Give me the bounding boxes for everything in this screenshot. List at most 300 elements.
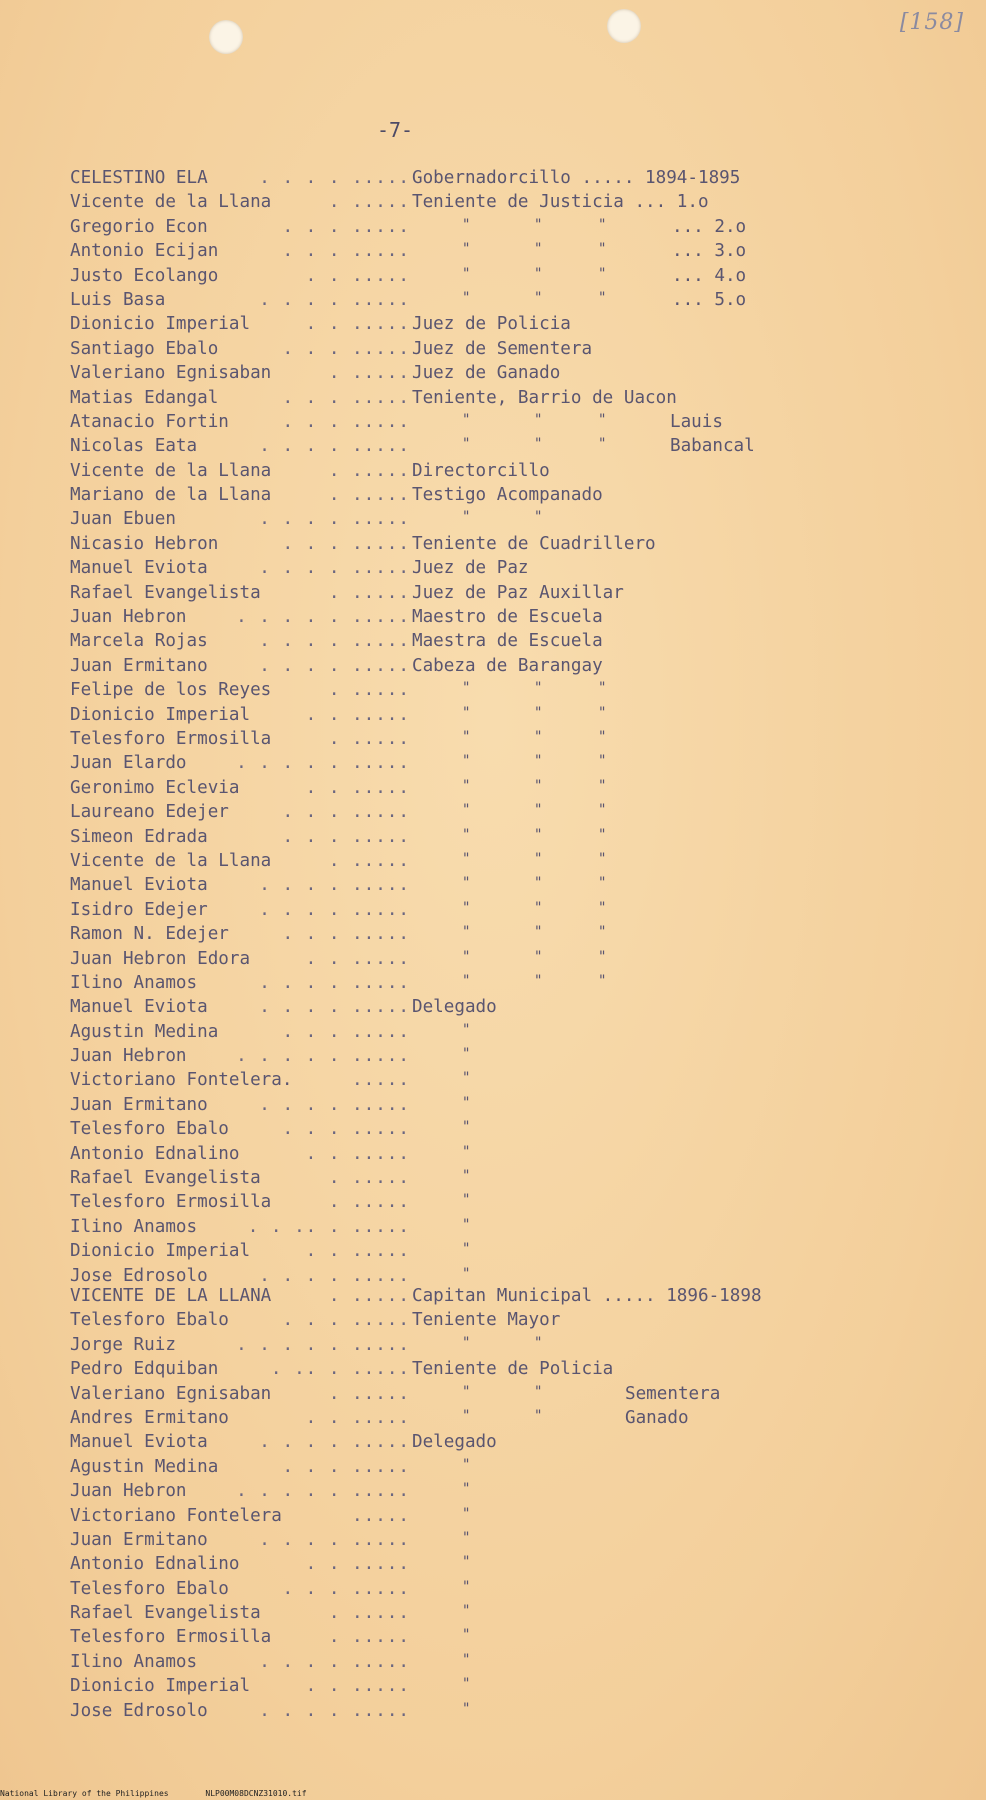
official-row bbox=[70, 1430, 930, 1454]
ditto-mark: " bbox=[598, 265, 607, 282]
ditto-mark: " bbox=[534, 826, 543, 843]
leader-dots: . ..... bbox=[328, 728, 410, 749]
leader-dots: . . . . . ..... bbox=[236, 1481, 410, 1502]
leader-dots: . . . ..... bbox=[282, 533, 410, 554]
ditto-mark: " bbox=[462, 948, 471, 965]
official-row bbox=[70, 1504, 930, 1528]
leader-dots: . . . ..... bbox=[282, 924, 410, 945]
official-row bbox=[70, 751, 930, 775]
ditto-mark: " bbox=[462, 899, 471, 916]
leader-dots: . . . ..... bbox=[282, 241, 410, 262]
leader-dots: . . . . ..... bbox=[259, 655, 410, 676]
official-row bbox=[70, 654, 930, 678]
official-row bbox=[70, 1528, 930, 1552]
official-name: Mariano de la Llana bbox=[70, 485, 272, 506]
official-post: Teniente, Barrio de Uacon bbox=[412, 387, 677, 408]
ditto-mark: " bbox=[598, 802, 607, 819]
ditto-mark: " bbox=[598, 728, 607, 745]
official-name: Manuel Eviota bbox=[70, 875, 208, 896]
ditto-mark: " bbox=[462, 1070, 471, 1087]
leader-dots: . . ..... bbox=[305, 704, 410, 725]
official-row bbox=[70, 873, 930, 897]
leader-dots: . . . . ..... bbox=[259, 1094, 410, 1115]
official-row bbox=[70, 825, 930, 849]
leader-dots: . . . . ..... bbox=[259, 558, 410, 579]
official-name: Telesforo Ermosilla bbox=[70, 1192, 272, 1213]
ditto-mark: " bbox=[534, 972, 543, 989]
official-name: Dionicio Imperial bbox=[70, 1676, 251, 1697]
ditto-mark: " bbox=[462, 216, 471, 233]
leader-dots: . ..... bbox=[328, 1168, 410, 1189]
official-name: Telesforo Ebalo bbox=[70, 1119, 229, 1140]
official-row bbox=[70, 1044, 930, 1068]
ditto-mark: " bbox=[462, 1265, 471, 1282]
post-detail: Lauis bbox=[670, 411, 723, 432]
leader-dots: ..... bbox=[352, 1505, 410, 1526]
official-row bbox=[70, 1166, 930, 1190]
official-row bbox=[70, 1239, 930, 1263]
official-post: Maestro de Escuela bbox=[412, 607, 603, 628]
ditto-mark: " bbox=[534, 265, 543, 282]
official-name: Jose Edrosolo bbox=[70, 1700, 208, 1721]
official-row bbox=[70, 312, 930, 336]
official-name: Manuel Eviota bbox=[70, 997, 208, 1018]
ditto-mark: " bbox=[462, 1216, 471, 1233]
official-post: Gobernadorcillo ..... 1894-1895 bbox=[412, 168, 741, 188]
ditto-mark: " bbox=[598, 704, 607, 721]
official-name: Rafael Evangelista bbox=[70, 1603, 261, 1624]
official-name: Telesforo Ebalo bbox=[70, 1578, 229, 1599]
official-name: Telesforo Ebalo bbox=[70, 1310, 229, 1331]
official-row bbox=[70, 1333, 930, 1357]
ditto-mark: " bbox=[598, 948, 607, 965]
official-name: Santiago Ebalo bbox=[70, 338, 219, 359]
ditto-mark: " bbox=[534, 728, 543, 745]
official-row bbox=[70, 264, 930, 288]
ditto-mark: " bbox=[462, 411, 471, 428]
leader-dots: . . .. . ..... bbox=[247, 1216, 410, 1237]
leader-dots: . ..... bbox=[328, 1627, 410, 1648]
official-row bbox=[70, 1357, 930, 1381]
ditto-mark: " bbox=[462, 777, 471, 794]
official-row bbox=[70, 507, 930, 531]
official-name: Ilino Anamos bbox=[70, 1651, 198, 1672]
ditto-mark: " bbox=[462, 1241, 471, 1258]
ditto-mark: " bbox=[598, 241, 607, 258]
official-name: Matias Edangal bbox=[70, 387, 219, 408]
official-name: Vicente de la Llana bbox=[70, 192, 272, 213]
official-name: Juan Hebron bbox=[70, 607, 187, 628]
leader-dots: . . . . ..... bbox=[259, 997, 410, 1018]
ditto-mark: " bbox=[598, 216, 607, 233]
leader-dots: . . . ..... bbox=[282, 1578, 410, 1599]
leader-dots: . . . . ..... bbox=[259, 289, 410, 310]
ditto-mark: " bbox=[462, 826, 471, 843]
official-name: Justo Ecolango bbox=[70, 265, 219, 286]
official-name: Valeriano Egnisaban bbox=[70, 363, 272, 384]
leader-dots: . . ..... bbox=[305, 948, 410, 969]
leader-dots: . . . . . ..... bbox=[236, 1046, 410, 1067]
leader-dots: . . . ..... bbox=[282, 1456, 410, 1477]
official-name: Rafael Evangelista bbox=[70, 1168, 261, 1189]
leader-dots: . . ..... bbox=[305, 314, 410, 335]
official-row bbox=[70, 1699, 930, 1723]
ditto-mark: " bbox=[534, 850, 543, 867]
official-row bbox=[70, 922, 930, 946]
corner-page-note: [158] bbox=[899, 10, 964, 35]
post-detail: Ganado bbox=[625, 1407, 689, 1428]
official-row bbox=[70, 1117, 930, 1141]
official-row bbox=[70, 1455, 930, 1479]
official-name: CELESTINO ELA bbox=[70, 168, 208, 188]
official-row bbox=[70, 629, 930, 653]
leader-dots: . . ..... bbox=[305, 1143, 410, 1164]
leader-dots: . . . . ..... bbox=[259, 972, 410, 993]
official-row bbox=[70, 1308, 930, 1332]
official-row bbox=[70, 288, 930, 312]
post-detail: ... 5.o bbox=[672, 289, 747, 310]
official-row bbox=[70, 1215, 930, 1239]
ditto-mark: " bbox=[462, 1094, 471, 1111]
ditto-mark: " bbox=[462, 241, 471, 258]
official-name: Telesforo Ermosilla bbox=[70, 1627, 272, 1648]
official-name: Juan Hebron bbox=[70, 1046, 187, 1067]
ditto-mark: " bbox=[598, 899, 607, 916]
official-name: Pedro Edquiban bbox=[70, 1359, 219, 1380]
official-row bbox=[70, 1068, 930, 1092]
ditto-mark: " bbox=[462, 436, 471, 453]
official-row bbox=[70, 190, 930, 214]
official-row bbox=[70, 1479, 930, 1503]
ditto-mark: " bbox=[462, 1192, 471, 1209]
leader-dots: . ..... bbox=[328, 460, 410, 481]
official-row bbox=[70, 1577, 930, 1601]
ditto-mark: " bbox=[462, 265, 471, 282]
ditto-mark: " bbox=[462, 1021, 471, 1038]
ditto-mark: " bbox=[462, 1651, 471, 1668]
ditto-mark: " bbox=[462, 509, 471, 526]
official-row bbox=[70, 215, 930, 239]
ditto-mark: " bbox=[462, 1627, 471, 1644]
official-name: Vicente de la Llana bbox=[70, 850, 272, 871]
ditto-mark: " bbox=[598, 972, 607, 989]
ditto-mark: " bbox=[462, 1119, 471, 1136]
ditto-mark: " bbox=[534, 777, 543, 794]
official-row bbox=[70, 386, 930, 410]
official-post: Juez de Sementera bbox=[412, 338, 593, 359]
official-name: Victoriano Fontelera bbox=[70, 1505, 282, 1526]
official-row bbox=[70, 1284, 930, 1308]
official-name: Antonio Ecijan bbox=[70, 241, 219, 262]
leader-dots: . . . . ..... bbox=[259, 1432, 410, 1453]
leader-dots: . . . ..... bbox=[282, 1310, 410, 1331]
ditto-mark: " bbox=[462, 1676, 471, 1693]
leader-dots: . . . ..... bbox=[282, 802, 410, 823]
official-name: Nicasio Hebron bbox=[70, 533, 219, 554]
official-post: Capitan Municipal ..... 1896-1898 bbox=[412, 1286, 762, 1306]
ditto-mark: " bbox=[534, 753, 543, 770]
official-name: Dionicio Imperial bbox=[70, 704, 251, 725]
official-name: Dionicio Imperial bbox=[70, 314, 251, 335]
official-name: Atanacio Fortin bbox=[70, 411, 229, 432]
official-name: Victoriano Fontelera. bbox=[70, 1070, 293, 1091]
official-row bbox=[70, 1190, 930, 1214]
official-name: Juan Ermitano bbox=[70, 1529, 208, 1550]
official-row bbox=[70, 605, 930, 629]
ditto-mark: " bbox=[534, 436, 543, 453]
official-post: Juez de Policia bbox=[412, 314, 571, 335]
punch-hole-left bbox=[209, 20, 243, 54]
leader-dots: . .. . ..... bbox=[270, 1359, 410, 1380]
official-row bbox=[70, 971, 930, 995]
official-name: Jorge Ruiz bbox=[70, 1334, 176, 1355]
footer-filename: NLP00M08DCNZ31010.tif bbox=[205, 1789, 307, 1798]
ditto-mark: " bbox=[462, 802, 471, 819]
official-row bbox=[70, 361, 930, 385]
ditto-mark: " bbox=[534, 1334, 543, 1351]
official-row bbox=[70, 1093, 930, 1117]
ditto-mark: " bbox=[462, 728, 471, 745]
leader-dots: . . . . ..... bbox=[259, 168, 410, 188]
leader-dots: . . . ..... bbox=[282, 387, 410, 408]
ditto-mark: " bbox=[462, 1383, 471, 1400]
official-name: Jose Edrosolo bbox=[70, 1265, 208, 1286]
leader-dots: . . ..... bbox=[305, 1676, 410, 1697]
official-row bbox=[70, 947, 930, 971]
official-post: Teniente Mayor bbox=[412, 1310, 561, 1331]
official-row bbox=[70, 1142, 930, 1166]
official-post: Teniente de Cuadrillero bbox=[412, 533, 656, 554]
leader-dots: . . . . ..... bbox=[259, 1700, 410, 1721]
official-row bbox=[70, 556, 930, 580]
ditto-mark: " bbox=[598, 826, 607, 843]
official-name: Juan Ebuen bbox=[70, 509, 176, 530]
official-name: Simeon Edrada bbox=[70, 826, 208, 847]
official-post: Juez de Ganado bbox=[412, 363, 561, 384]
official-name: Dionicio Imperial bbox=[70, 1241, 251, 1262]
official-name: Nicolas Eata bbox=[70, 436, 198, 457]
official-name: Juan Ermitano bbox=[70, 655, 208, 676]
ditto-mark: " bbox=[598, 436, 607, 453]
post-detail: ... 2.o bbox=[672, 216, 747, 237]
official-post: Testigo Acompanado bbox=[412, 485, 603, 506]
ditto-mark: " bbox=[534, 241, 543, 258]
ditto-mark: " bbox=[462, 1481, 471, 1498]
official-name: Antonio Ednalino bbox=[70, 1554, 240, 1575]
ditto-mark: " bbox=[598, 680, 607, 697]
official-name: Juan Elardo bbox=[70, 753, 187, 774]
ditto-mark: " bbox=[462, 972, 471, 989]
official-name: Luis Basa bbox=[70, 289, 166, 310]
official-row bbox=[70, 1382, 930, 1406]
ditto-mark: " bbox=[462, 753, 471, 770]
ditto-mark: " bbox=[598, 924, 607, 941]
footer-library: National Library of the Philippines bbox=[0, 1789, 169, 1798]
official-name: Agustin Medina bbox=[70, 1456, 219, 1477]
ditto-mark: " bbox=[534, 411, 543, 428]
official-name: Agustin Medina bbox=[70, 1021, 219, 1042]
official-name: Andres Ermitano bbox=[70, 1407, 229, 1428]
leader-dots: . ..... bbox=[328, 850, 410, 871]
official-row bbox=[70, 1601, 930, 1625]
ditto-mark: " bbox=[462, 1407, 471, 1424]
officials-list-1896 bbox=[70, 1284, 930, 1723]
official-name: Felipe de los Reyes bbox=[70, 680, 272, 701]
leader-dots: . . . . ..... bbox=[259, 509, 410, 530]
ditto-mark: " bbox=[534, 1407, 543, 1424]
leader-dots: . . . . ..... bbox=[259, 899, 410, 920]
leader-dots: . . ..... bbox=[305, 777, 410, 798]
official-row bbox=[70, 776, 930, 800]
leader-dots: . . . ..... bbox=[282, 826, 410, 847]
official-name: Rafael Evangelista bbox=[70, 582, 261, 603]
ditto-mark: " bbox=[534, 289, 543, 306]
leader-dots: . ..... bbox=[328, 680, 410, 701]
official-row bbox=[70, 703, 930, 727]
punch-hole-right bbox=[607, 9, 641, 43]
official-row bbox=[70, 532, 930, 556]
leader-dots: . ..... bbox=[328, 192, 410, 213]
official-post: Teniente de Justicia ... 1.o bbox=[412, 192, 709, 213]
official-row bbox=[70, 1650, 930, 1674]
ditto-mark: " bbox=[462, 1334, 471, 1351]
official-name: Juan Hebron Edora bbox=[70, 948, 251, 969]
leader-dots: . . . . . ..... bbox=[236, 607, 410, 628]
official-name: Ilino Anamos bbox=[70, 1216, 198, 1237]
ditto-mark: " bbox=[462, 680, 471, 697]
ditto-mark: " bbox=[534, 216, 543, 233]
ditto-mark: " bbox=[534, 924, 543, 941]
post-detail: Sementera bbox=[625, 1383, 721, 1404]
ditto-mark: " bbox=[598, 289, 607, 306]
ditto-mark: " bbox=[534, 704, 543, 721]
official-name: Vicente de la Llana bbox=[70, 460, 272, 481]
ditto-mark: " bbox=[462, 1554, 471, 1571]
ditto-mark: " bbox=[462, 1168, 471, 1185]
official-post: Teniente de Policia bbox=[412, 1359, 614, 1380]
ditto-mark: " bbox=[534, 680, 543, 697]
leader-dots: . . ..... bbox=[305, 265, 410, 286]
official-row bbox=[70, 727, 930, 751]
archive-footer bbox=[0, 1789, 339, 1798]
leader-dots: . . . . ..... bbox=[259, 631, 410, 652]
ditto-mark: " bbox=[598, 753, 607, 770]
ditto-mark: " bbox=[462, 1456, 471, 1473]
leader-dots: . . . ..... bbox=[282, 1119, 410, 1140]
official-post: Juez de Paz Auxillar bbox=[412, 582, 624, 603]
official-name: Marcela Rojas bbox=[70, 631, 208, 652]
ditto-mark: " bbox=[598, 777, 607, 794]
leader-dots: . ..... bbox=[328, 1383, 410, 1404]
ditto-mark: " bbox=[462, 1505, 471, 1522]
ditto-mark: " bbox=[534, 948, 543, 965]
ditto-mark: " bbox=[462, 875, 471, 892]
official-post: Cabeza de Barangay bbox=[412, 655, 603, 676]
ditto-mark: " bbox=[462, 1143, 471, 1160]
ditto-mark: " bbox=[598, 411, 607, 428]
official-name: Manuel Eviota bbox=[70, 558, 208, 579]
ditto-mark: " bbox=[462, 1046, 471, 1063]
ditto-mark: " bbox=[534, 509, 543, 526]
leader-dots: . . . . . ..... bbox=[236, 1334, 410, 1355]
leader-dots: . ..... bbox=[328, 582, 410, 603]
leader-dots: . . . ..... bbox=[282, 216, 410, 237]
post-detail: ... 3.o bbox=[672, 241, 747, 262]
leader-dots: . . . ..... bbox=[282, 411, 410, 432]
leader-dots: . . . . ..... bbox=[259, 436, 410, 457]
leader-dots: ..... bbox=[352, 1070, 410, 1091]
leader-dots: . ..... bbox=[328, 1286, 410, 1306]
official-row bbox=[70, 1674, 930, 1698]
leader-dots: . . . ..... bbox=[282, 1021, 410, 1042]
official-row bbox=[70, 337, 930, 361]
ditto-mark: " bbox=[462, 1700, 471, 1717]
official-row bbox=[70, 166, 930, 190]
post-detail: ... 4.o bbox=[672, 265, 747, 286]
official-row bbox=[70, 434, 930, 458]
leader-dots: . . . . ..... bbox=[259, 1529, 410, 1550]
official-name: Gregorio Econ bbox=[70, 216, 208, 237]
official-row bbox=[70, 1406, 930, 1430]
official-row bbox=[70, 459, 930, 483]
official-row bbox=[70, 410, 930, 434]
official-name: Telesforo Ermosilla bbox=[70, 728, 272, 749]
official-post: Juez de Paz bbox=[412, 558, 529, 579]
official-row bbox=[70, 849, 930, 873]
official-name: Manuel Eviota bbox=[70, 1432, 208, 1453]
ditto-mark: " bbox=[462, 704, 471, 721]
official-name: Antonio Ednalino bbox=[70, 1143, 240, 1164]
leader-dots: . ..... bbox=[328, 1192, 410, 1213]
leader-dots: . ..... bbox=[328, 485, 410, 506]
official-row bbox=[70, 995, 930, 1019]
ditto-mark: " bbox=[534, 802, 543, 819]
official-name: Juan Ermitano bbox=[70, 1094, 208, 1115]
ditto-mark: " bbox=[462, 1529, 471, 1546]
leader-dots: . . ..... bbox=[305, 1241, 410, 1262]
leader-dots: . . ..... bbox=[305, 1407, 410, 1428]
ditto-mark: " bbox=[534, 875, 543, 892]
official-row bbox=[70, 1552, 930, 1576]
ditto-mark: " bbox=[598, 875, 607, 892]
leader-dots: . ..... bbox=[328, 1603, 410, 1624]
ditto-mark: " bbox=[462, 924, 471, 941]
official-name: Juan Hebron bbox=[70, 1481, 187, 1502]
official-name: VICENTE DE LA LLANA bbox=[70, 1286, 272, 1306]
post-detail: Babancal bbox=[670, 436, 755, 457]
leader-dots: . ..... bbox=[328, 363, 410, 384]
official-post: Delegado bbox=[412, 997, 497, 1018]
official-post: Delegado bbox=[412, 1432, 497, 1453]
ditto-mark: " bbox=[462, 850, 471, 867]
official-post: Directorcillo bbox=[412, 460, 550, 481]
official-row bbox=[70, 1625, 930, 1649]
official-name: Ilino Anamos bbox=[70, 972, 198, 993]
official-row bbox=[70, 800, 930, 824]
leader-dots: . . . . ..... bbox=[259, 875, 410, 896]
official-row bbox=[70, 898, 930, 922]
page-number: -7- bbox=[376, 118, 414, 142]
officials-list-1894 bbox=[70, 166, 930, 1288]
official-post: Maestra de Escuela bbox=[412, 631, 603, 652]
official-name: Geronimo Eclevia bbox=[70, 777, 240, 798]
official-name: Valeriano Egnisaban bbox=[70, 1383, 272, 1404]
leader-dots: . . ..... bbox=[305, 1554, 410, 1575]
ditto-mark: " bbox=[598, 850, 607, 867]
leader-dots: . . . . ..... bbox=[259, 1651, 410, 1672]
leader-dots: . . . . ..... bbox=[259, 1265, 410, 1286]
ditto-mark: " bbox=[462, 289, 471, 306]
